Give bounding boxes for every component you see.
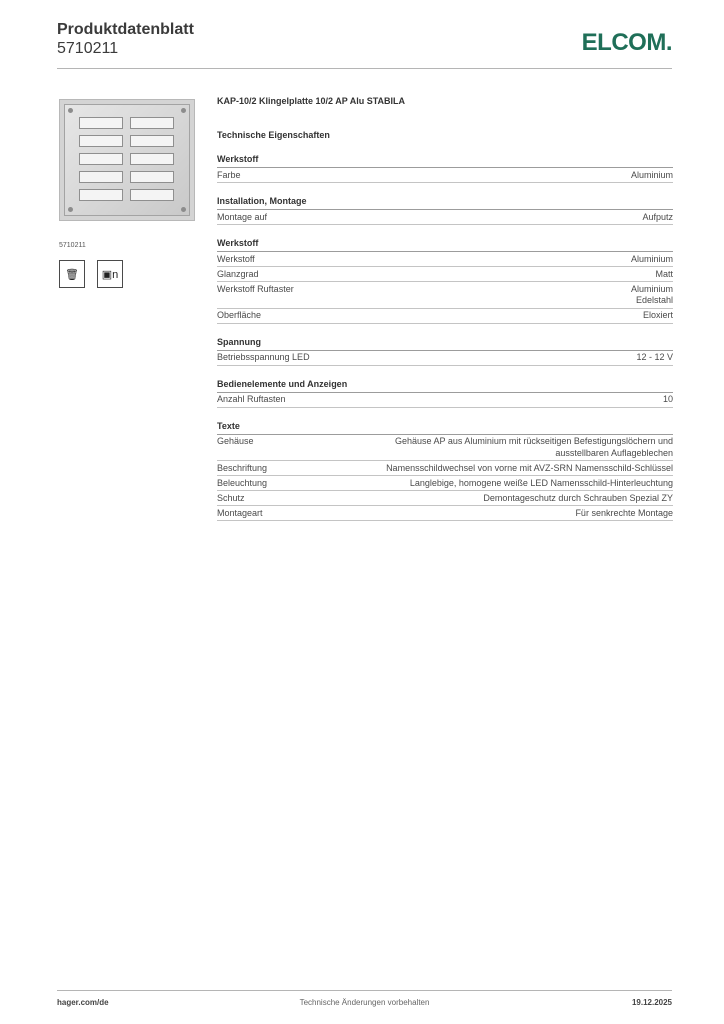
spec-row <box>217 393 673 408</box>
spec-group <box>217 153 673 183</box>
spec-row <box>217 435 673 462</box>
spec-key: Beleuchtung <box>217 477 268 488</box>
spec-key: Werkstoff Ruftaster <box>217 283 294 294</box>
spec-row <box>217 168 673 183</box>
spec-value: Aluminium Edelstahl <box>630 283 673 305</box>
weee-crossed-bin-icon: 🗑 <box>59 260 85 288</box>
spec-key: Montage auf <box>217 211 268 222</box>
elcom-logo: ELCOM. <box>581 29 672 56</box>
spec-groups <box>217 153 673 521</box>
screw-icon <box>181 207 186 212</box>
name-tag-slot <box>130 171 174 183</box>
spec-value: Aluminium <box>630 169 673 180</box>
name-tag-slot <box>79 171 123 183</box>
spec-group-title: Werkstoff <box>217 153 673 168</box>
spec-value: 12 - 12 V <box>636 352 673 362</box>
name-tag-slot <box>130 153 174 165</box>
name-tag-slot <box>79 189 123 201</box>
page-header <box>57 20 672 70</box>
spec-value: Aufputz <box>642 211 673 222</box>
spec-group <box>217 237 673 324</box>
spec-value: Eloxiert <box>642 310 673 320</box>
name-tag-slot <box>130 189 174 201</box>
spec-row <box>217 351 673 366</box>
spec-key: Oberfläche <box>217 310 262 320</box>
certification-icons <box>59 260 197 288</box>
screw-icon <box>68 207 73 212</box>
spec-key: Anzahl Ruftasten <box>217 394 286 404</box>
spec-value: Langlebige, homogene weiße LED Namensschild-Hinterleuchtung <box>409 477 673 488</box>
spec-group <box>217 420 673 522</box>
spec-key: Betriebsspannung LED <box>217 352 310 362</box>
document-title: Produktdatenblatt <box>57 21 194 38</box>
spec-group-title: Texte <box>217 420 673 435</box>
name-tag-slots <box>79 117 174 201</box>
spec-row <box>217 210 673 225</box>
section-title: Technische Eigenschaften <box>217 130 330 140</box>
spec-value: Matt <box>655 268 673 279</box>
name-tag-slot <box>130 135 174 147</box>
screw-icon <box>68 108 73 113</box>
spec-value: Aluminium <box>630 253 673 264</box>
spec-value: Namensschildwechsel von vorne mit AVZ-SRN Namensschild-Schlüssel <box>386 462 673 473</box>
spec-value: Demontageschutz durch Schrauben Spezial ZY <box>483 492 673 503</box>
spec-key: Schutz <box>217 492 245 503</box>
spec-row <box>217 252 673 267</box>
spec-row <box>217 267 673 282</box>
spec-value: Gehäuse AP aus Aluminium mit rückseitigen Befestigungslöchern und ausstellbaren Auflageblechen <box>395 436 673 458</box>
screw-icon <box>181 108 186 113</box>
spec-row <box>217 282 673 309</box>
spec-key: Werkstoff <box>217 253 255 264</box>
bell-plate-illustration <box>64 104 190 216</box>
product-name: KAP-10/2 Klingelplatte 10/2 AP Alu STABILA <box>217 96 406 106</box>
spec-group-title: Werkstoff <box>217 237 673 252</box>
footer-divider <box>57 990 672 991</box>
product-image <box>59 99 195 221</box>
spec-row <box>217 491 673 506</box>
name-tag-slot <box>130 117 174 129</box>
footer-url: hager.com/de <box>57 998 109 1007</box>
spec-group-title: Installation, Montage <box>217 195 673 210</box>
spec-value: Für senkrechte Montage <box>575 507 673 518</box>
spec-key: Farbe <box>217 169 241 180</box>
spec-group <box>217 336 673 366</box>
article-number-label: 5710211 <box>59 242 86 249</box>
spec-row <box>217 461 673 476</box>
spec-key: Beschriftung <box>217 462 268 473</box>
name-tag-slot <box>79 135 123 147</box>
product-sidebar <box>59 99 197 288</box>
spec-group <box>217 195 673 225</box>
flush-mount-symbol-icon: ▣n <box>97 260 123 288</box>
spec-group <box>217 378 673 408</box>
spec-key: Montageart <box>217 507 263 518</box>
spec-key: Glanzgrad <box>217 268 259 279</box>
footer-date: 19.12.2025 <box>631 998 672 1007</box>
spec-group-title: Bedienelemente und Anzeigen <box>217 378 673 393</box>
footer-disclaimer: Technische Änderungen vorbehalten <box>299 998 430 1007</box>
header-divider <box>57 68 672 69</box>
spec-content <box>217 95 673 521</box>
document-number: 5710211 <box>57 40 119 57</box>
spec-row <box>217 506 673 521</box>
spec-group-title: Spannung <box>217 336 673 351</box>
spec-row <box>217 476 673 491</box>
spec-value: 10 <box>662 394 673 404</box>
name-tag-slot <box>79 117 123 129</box>
spec-row <box>217 309 673 324</box>
spec-key: Gehäuse <box>217 436 254 446</box>
name-tag-slot <box>79 153 123 165</box>
